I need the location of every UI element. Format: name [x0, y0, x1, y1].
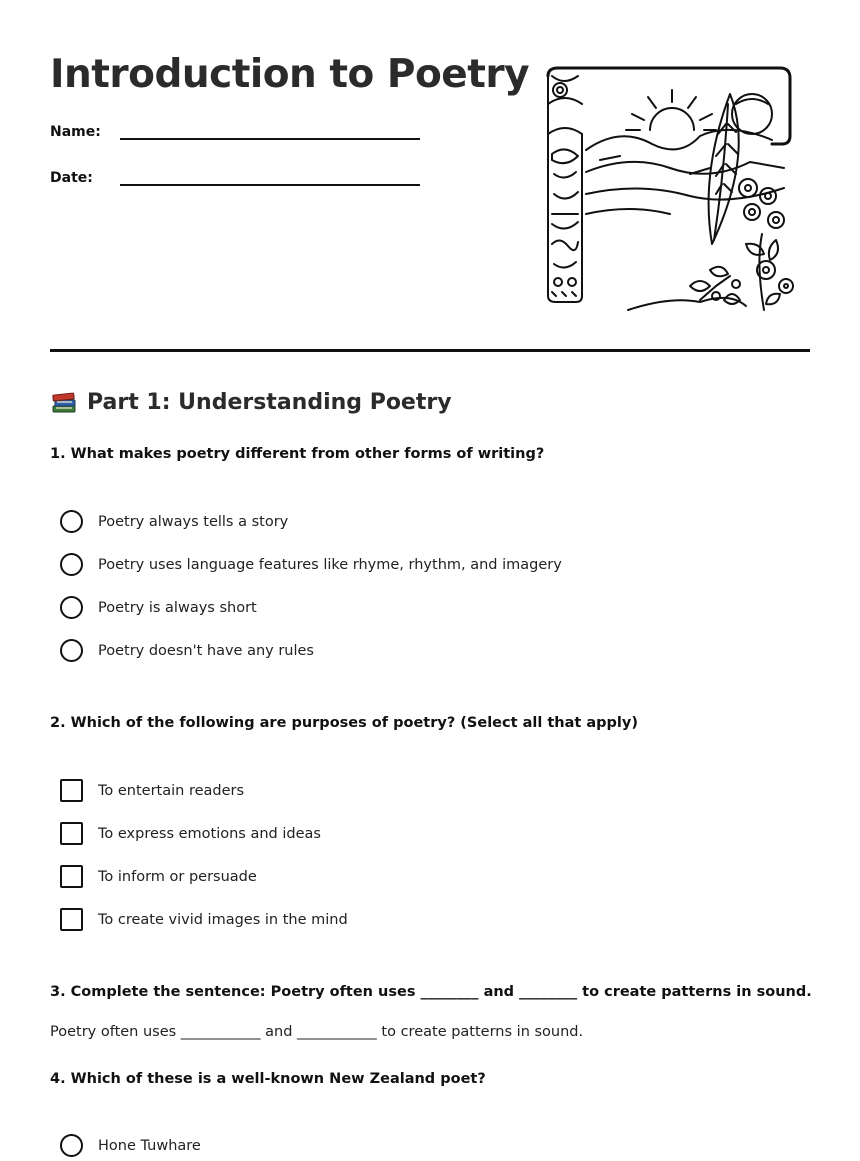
radio-button[interactable] [60, 510, 83, 533]
header-divider [50, 349, 810, 352]
q4-option-1[interactable] [60, 1124, 201, 1161]
date-label: Date: [50, 170, 93, 186]
q1-option-4[interactable] [60, 629, 562, 672]
name-input-line[interactable] [120, 122, 420, 140]
name-label: Name: [50, 124, 101, 140]
worksheet-header [50, 50, 810, 330]
q2-option-3[interactable] [60, 855, 348, 898]
option-label: Poetry doesn't have any rules [98, 642, 314, 659]
q2-option-2[interactable] [60, 812, 348, 855]
checkbox[interactable] [60, 779, 83, 802]
radio-button[interactable] [60, 553, 83, 576]
radio-button[interactable] [60, 1134, 83, 1157]
name-field [50, 122, 420, 140]
date-field [50, 168, 420, 186]
q2-option-4[interactable] [60, 898, 348, 941]
option-label: To create vivid images in the mind [98, 911, 348, 928]
question-2-options [60, 769, 348, 941]
checkbox[interactable] [60, 822, 83, 845]
question-2: 2. Which of the following are purposes of poetry? (Select all that apply) [50, 715, 638, 731]
option-label: Hone Tuwhare [98, 1137, 201, 1154]
option-label: To entertain readers [98, 782, 245, 799]
question-4-options [60, 1124, 201, 1161]
radio-button[interactable] [60, 596, 83, 619]
question-3: 3. Complete the sentence: Poetry often uses ________ and ________ to create patterns in sound. [50, 984, 812, 1000]
q1-option-3[interactable] [60, 586, 562, 629]
q2-option-1[interactable] [60, 769, 348, 812]
q1-option-2[interactable] [60, 543, 562, 586]
q1-option-1[interactable] [60, 500, 562, 543]
checkbox[interactable] [60, 908, 83, 931]
poetry-letter-illustration [540, 64, 796, 316]
question-4: 4. Which of these is a well-known New Zealand poet? [50, 1071, 486, 1087]
date-input-line[interactable] [120, 168, 420, 186]
option-label: To inform or persuade [98, 868, 257, 885]
section-title: Part 1: Understanding Poetry [87, 389, 452, 415]
option-label: Poetry always tells a story [98, 513, 289, 530]
radio-button[interactable] [60, 639, 83, 662]
option-label: To express emotions and ideas [98, 825, 321, 842]
page-title: Introduction to Poetry [50, 52, 530, 97]
option-label: Poetry is always short [98, 599, 257, 616]
checkbox[interactable] [60, 865, 83, 888]
question-1: 1. What makes poetry different from other forms of writing? [50, 446, 545, 462]
option-label: Poetry uses language features like rhyme, rhythm, and imagery [98, 556, 562, 573]
question-1-options [60, 500, 562, 672]
books-icon [50, 388, 78, 416]
section-heading-part-1 [50, 388, 452, 416]
fill-in-sentence[interactable]: Poetry often uses ___________ and ___________ to create patterns in sound. [50, 1024, 584, 1040]
